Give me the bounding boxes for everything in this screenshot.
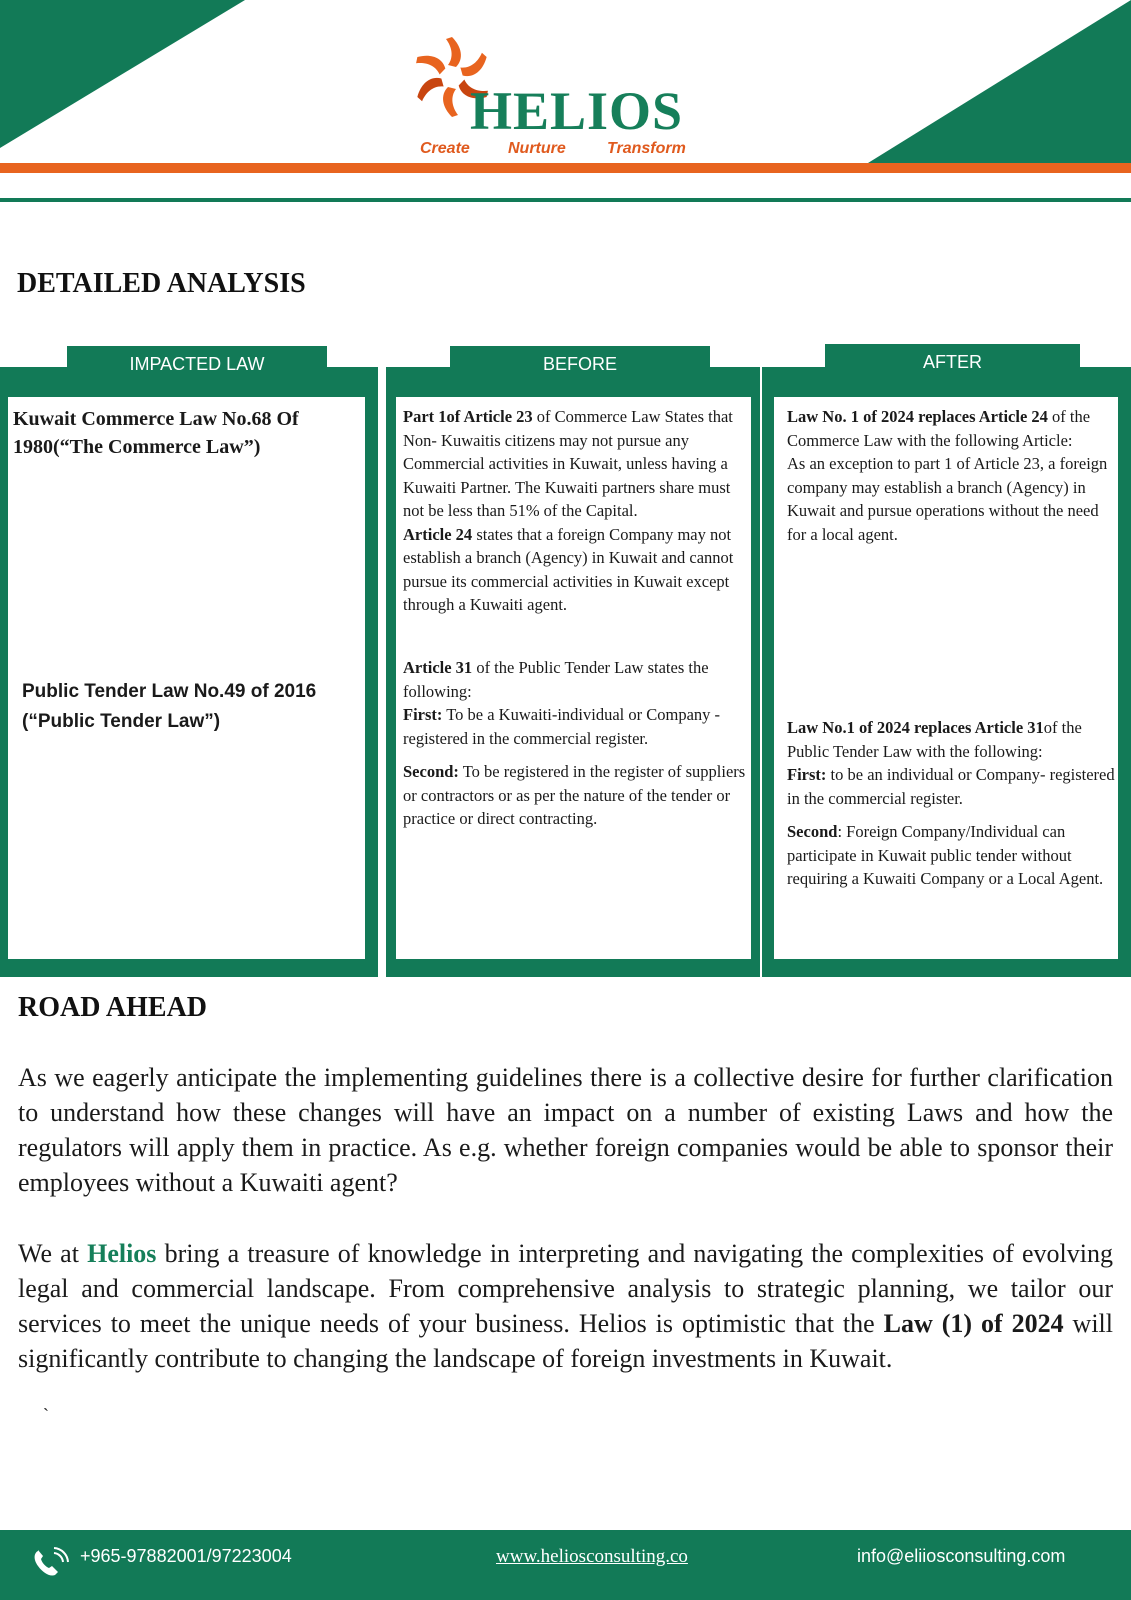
detailed-analysis-title: DETAILED ANALYSIS — [17, 268, 306, 299]
road-ahead-paragraph-1: As we eagerly anticipate the implementing guidelines there is a collective desire for further clarification to understand how these changes will have an impact on a number of existing Laws and how the regulators will apply them in practice. As e.g. whether foreign companies would be able to sponsor their employees without a Kuwaiti agent? — [18, 1063, 1113, 1197]
after-commerce-para-1: Law No. 1 of 2024 replaces Article 24 of the Commerce Law with the following Article: — [787, 407, 1091, 450]
tagline-nurture: Nurture — [508, 140, 566, 157]
tab-after: AFTER — [825, 344, 1080, 380]
footer-email[interactable]: info@eliiosconsulting.com — [857, 1546, 1066, 1566]
footer-website-link[interactable]: www.heliosconsulting.co — [496, 1546, 688, 1567]
tagline-create: Create — [420, 140, 470, 157]
tagline-transform: Transform — [607, 140, 686, 157]
tab-impacted-law: IMPACTED LAW — [67, 346, 327, 382]
impacted-law-public-tender: Public Tender Law No.49 of 2016 (“Public Tender Law”) — [22, 681, 317, 732]
road-ahead-paragraph-2: We at Helios bring a treasure of knowledge in interpreting and navigating the complexities of evolving legal and commercial landscape. From comprehensive analysis to strategic planning, we tailor our services to meet the unique needs of your business. Helios is optimistic that the Law (1) of 2024 will significantly contribute to changing the landscape of foreign investments in Kuwait. — [18, 1239, 1114, 1373]
tab-before: BEFORE — [450, 346, 710, 382]
before-tender-para-3: Second: To be registered in the register of suppliers or contractors or as per the nature of the tender or practice or direct contracting. — [403, 762, 746, 828]
logo-wordmark: HELIOS — [470, 81, 684, 141]
footer-phone[interactable]: +965-97882001/97223004 — [80, 1546, 292, 1566]
before-commerce-text — [403, 405, 748, 617]
after-tender-para-1: Law No.1 of 2024 replaces Article 31of the Public Tender Law with the following: — [787, 718, 1082, 761]
law-reference: Law (1) of 2024 — [883, 1309, 1064, 1338]
after-tender-text — [787, 716, 1122, 891]
after-commerce-para-2: As an exception to part 1 of Article 23, a foreign company may establish a branch (Agency) in Kuwait and pursue operations without the need for a local agent. — [787, 454, 1108, 544]
after-commerce-text — [787, 405, 1117, 546]
stray-mark: ` — [43, 1405, 49, 1425]
before-tender-text — [403, 656, 748, 831]
before-commerce-para-2: Article 24 states that a foreign Company may not establish a branch (Agency) in Kuwait and cannot pursue its commercial activities in Kuwait except through a Kuwaiti agent. — [403, 524, 734, 614]
after-tender-para-3: Second: Foreign Company/Individual can participate in Kuwait public tender without requiring a Kuwaiti Company or a Local Agent. — [787, 822, 1104, 888]
road-ahead-title: ROAD AHEAD — [18, 992, 208, 1023]
after-tender-para-2: First: to be an individual or Company- registered in the commercial register. — [787, 765, 1115, 808]
helios-brand-name: Helios — [87, 1239, 157, 1268]
before-tender-para-2: First: To be a Kuwaiti-individual or Company -registered in the commercial register. — [403, 705, 721, 748]
before-tender-para-1: Article 31 of the Public Tender Law states the following: — [403, 658, 709, 701]
phone-icon — [30, 1545, 70, 1581]
before-commerce-para-1: Part 1of Article 23 of Commerce Law States that Non- Kuwaitis citizens may not pursue any Commercial activities in Kuwait, unless having a Kuwaiti Partner. The Kuwaiti partners share must not be less than 51% of the Capital. — [403, 407, 733, 520]
impacted-law-commerce: Kuwait Commerce Law No.68 Of 1980(“The Commerce Law”) — [13, 408, 299, 458]
